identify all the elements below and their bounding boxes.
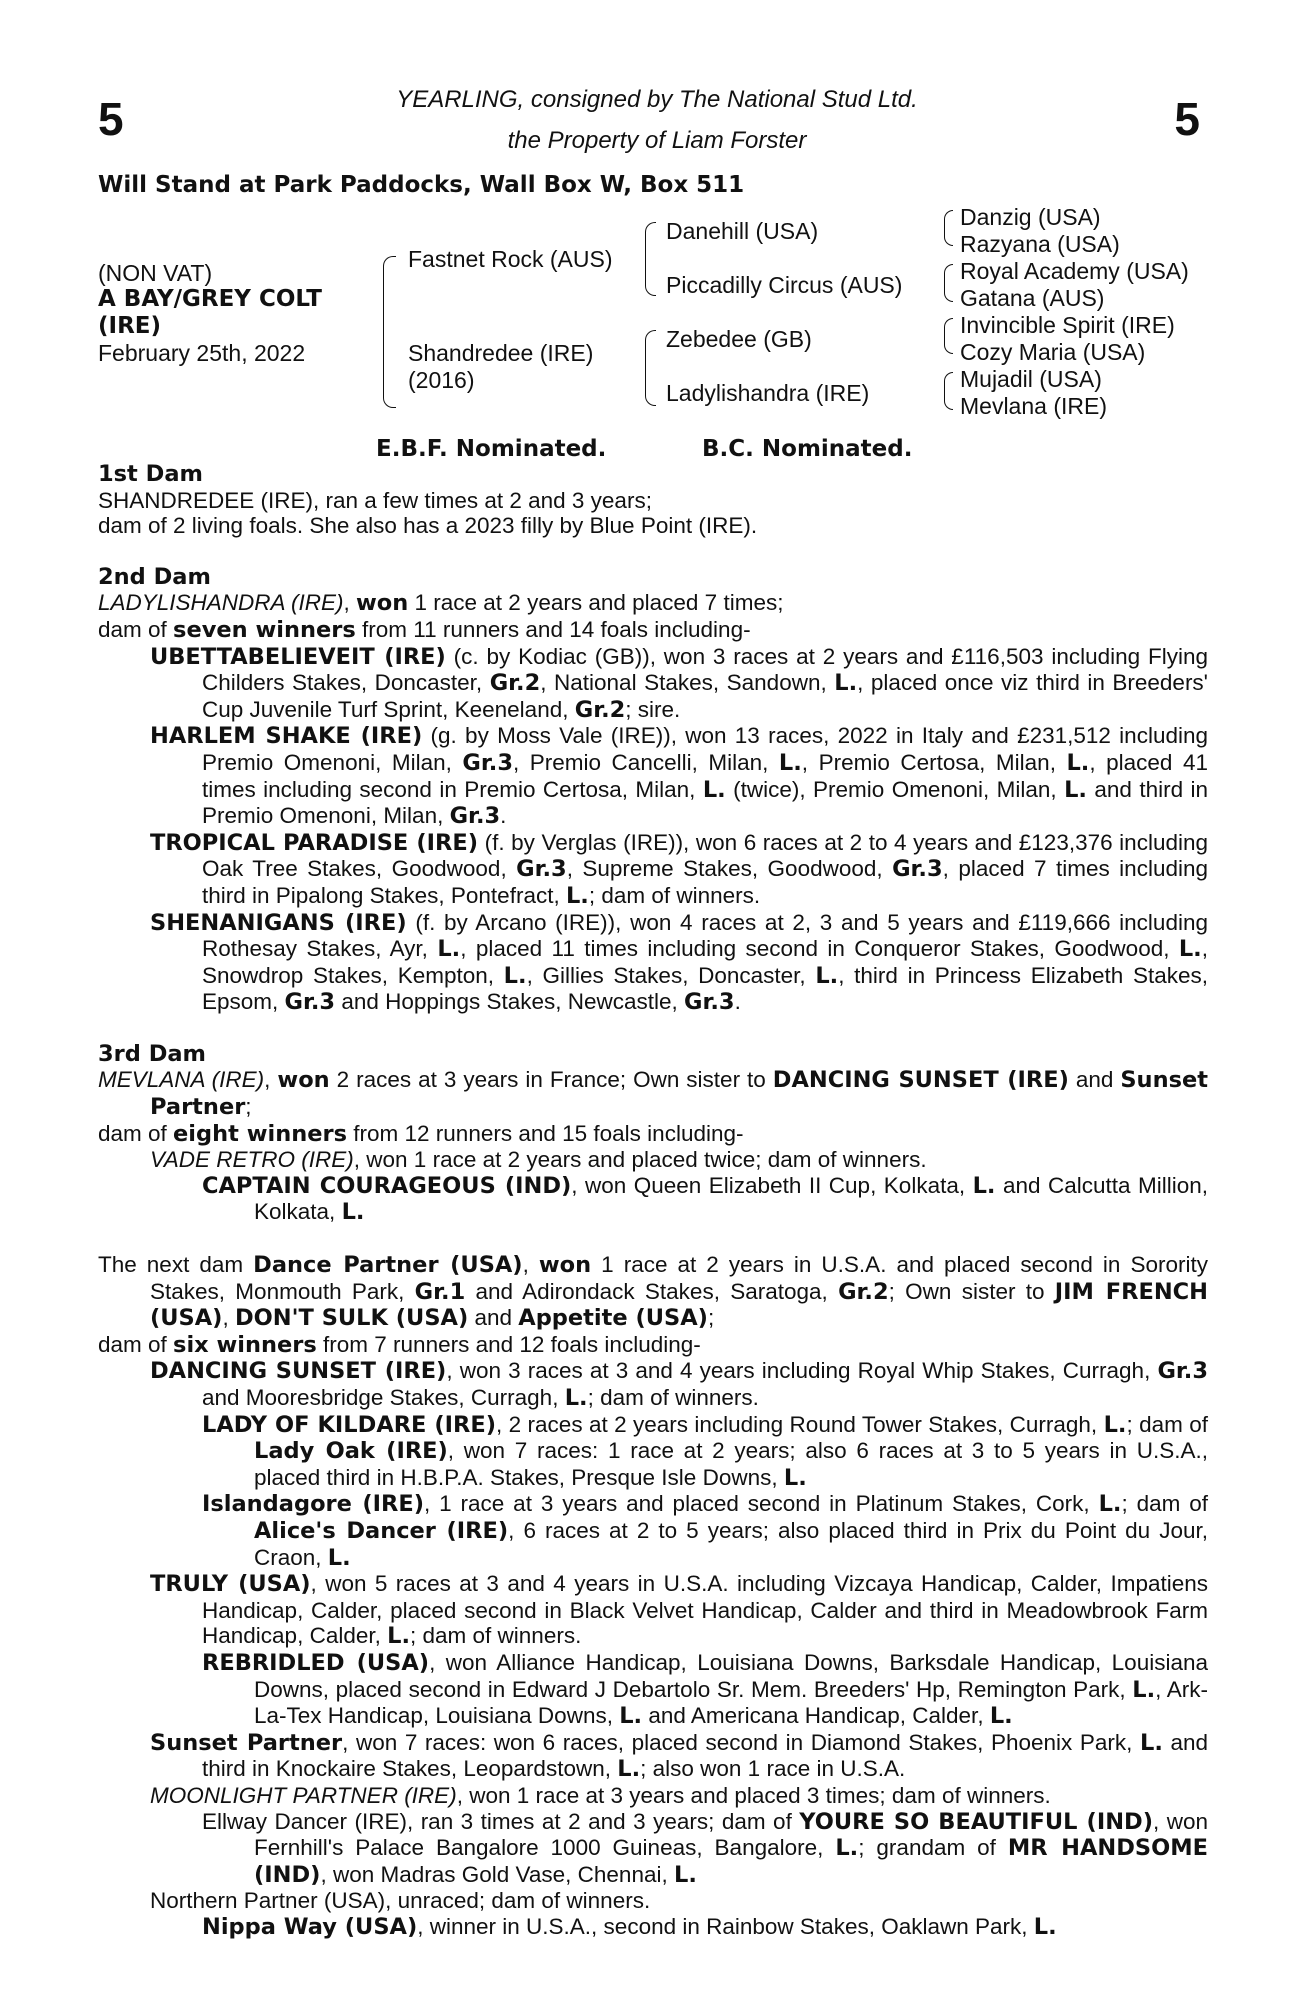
third-dam-produce: dam of eight winners from 12 runners and 15 foals including- bbox=[98, 1120, 744, 1147]
third-dam-intro: MEVLANA (IRE), won 2 races at 3 years in France; Own sister to DANCING SUNSET (IRE) and Sunset Partner; bbox=[98, 1067, 1208, 1121]
horse-description: A BAY/GREY COLT bbox=[98, 286, 322, 312]
horse-origin: (IRE) bbox=[98, 313, 162, 339]
produce-entry: LADY OF KILDARE (IRE), 2 races at 2 years including Round Tower Stakes, Curragh, L.; dam of Lady Oak (IRE), won 7 races: 1 race at 2 years; also 6 races at 3 to 5 years in U.S.A., placed third in H.B.P.A. Stakes, Presque Isle Downs, L. bbox=[202, 1411, 1208, 1491]
second-dam-intro: LADYLISHANDRA (IRE), won 1 race at 2 years and placed 7 times; bbox=[98, 590, 784, 617]
ds-dam: Cozy Maria (USA) bbox=[960, 339, 1146, 365]
produce-entry: Ellway Dancer (IRE), ran 3 times at 2 and 3 years; dam of YOURE SO BEAUTIFUL (IND), won Fernhill's Palace Bangalore 1000 Guineas, Bangalore, L.; grandam of MR HANDSOME (IND), won Madras Gold Vase, Chennai, L. bbox=[202, 1808, 1208, 1888]
next-dam-produce: dam of six winners from 7 runners and 12 foals including- bbox=[98, 1331, 701, 1358]
produce-entry: HARLEM SHAKE (IRE) (g. by Moss Vale (IRE)), won 13 races, 2022 in Italy and £231,512 including Premio Omenoni, Milan, Gr.3, Premio Cancelli, Milan, L., Premio Certosa, Milan, L., placed 41 times including second in Premio Certosa, Milan, L. (twice), Premio Omenoni, Milan, L. and third in Premio Omenoni, Milan, Gr.3. bbox=[150, 723, 1209, 830]
lot-number-left: 5 bbox=[98, 93, 124, 145]
produce-entry: SHENANIGANS (IRE) (f. by Arcano (IRE)), won 4 races at 2, 3 and 5 years and £119,666 including Rothesay Stakes, Ayr, L., placed 11 times including second in Conqueror Stakes, Goodwood, L., Snowdrop Stakes, Kempton, L., Gillies Stakes, Doncaster, L., third in Princess Elizabeth Stakes, Epsom, Gr.3 and Hoppings Stakes, Newcastle, Gr.3. bbox=[150, 909, 1208, 1016]
consignor-line: YEARLING, consigned by The National Stud Ltd. bbox=[396, 86, 918, 113]
ds-brace bbox=[944, 318, 953, 354]
sd-sire: Royal Academy (USA) bbox=[960, 258, 1189, 284]
produce-entry: CAPTAIN COURAGEOUS (IND), won Queen Elizabeth II Cup, Kolkata, L. and Calcutta Million, Kolkata, L. bbox=[202, 1172, 1208, 1226]
ss-brace bbox=[944, 210, 953, 246]
produce-entry: MOONLIGHT PARTNER (IRE), won 1 race at 3 years and placed 3 times; dam of winners. bbox=[150, 1782, 1051, 1808]
ds-sire: Invincible Spirit (IRE) bbox=[960, 312, 1175, 338]
ebf-nomination: E.B.F. Nominated. bbox=[376, 436, 607, 462]
foaling-date: February 25th, 2022 bbox=[98, 340, 306, 366]
first-dam-heading: 1st Dam bbox=[98, 461, 203, 487]
produce-entry: DANCING SUNSET (IRE), won 3 races at 3 and 4 years including Royal Whip Stakes, Curragh, Gr.3 and Mooresbridge Stakes, Curragh, L.; dam of winners. bbox=[150, 1358, 1208, 1411]
ss-sire: Danzig (USA) bbox=[960, 204, 1101, 230]
sd-dam: Gatana (AUS) bbox=[960, 285, 1105, 311]
first-dam-line1: SHANDREDEE (IRE), ran a few times at 2 and 3 years; bbox=[98, 487, 652, 513]
produce-entry: Northern Partner (USA), unraced; dam of winners. bbox=[150, 1888, 651, 1914]
vat-status: (NON VAT) bbox=[98, 260, 213, 286]
third-dam-heading: 3rd Dam bbox=[98, 1040, 206, 1067]
dd-sire: Mujadil (USA) bbox=[960, 366, 1102, 392]
dd-dam: Mevlana (IRE) bbox=[960, 393, 1107, 419]
pedigree-notes bbox=[98, 462, 1208, 1940]
sire: Fastnet Rock (AUS) bbox=[408, 246, 613, 272]
ss-dam: Razyana (USA) bbox=[960, 231, 1120, 257]
produce-entry: Sunset Partner, won 7 races: won 6 races, placed second in Diamond Stakes, Phoenix Park, L. and third in Knockaire Stakes, Leopardstown, L.; also won 1 race in U.S.A. bbox=[150, 1729, 1209, 1783]
first-dam-line2: dam of 2 living foals. She also has a 2023 filly by Blue Point (IRE). bbox=[98, 513, 758, 539]
dam-brace bbox=[645, 330, 656, 406]
produce-entry: Nippa Way (USA), winner in U.S.A., second in Rainbow Stakes, Oaklawn Park, L. bbox=[202, 1913, 1057, 1940]
second-dam-produce: dam of seven winners from 11 runners and 14 foals including- bbox=[98, 616, 751, 643]
produce-entry: UBETTABELIEVEIT (IRE) (c. by Kodiac (GB)), won 3 races at 2 years and £116,503 including Flying Childers Stakes, Doncaster, Gr.2, National Stakes, Sandown, L., placed once viz third in Breeders' Cup Juvenile Turf Sprint, Keeneland, Gr.2; sire. bbox=[150, 643, 1208, 723]
sire-dam: Piccadilly Circus (AUS) bbox=[666, 272, 903, 298]
pedigree-brace bbox=[383, 256, 396, 408]
produce-entry: TROPICAL PARADISE (IRE) (f. by Verglas (IRE)), won 6 races at 2 to 4 years and £123,376 including Oak Tree Stakes, Goodwood, Gr.3, Supreme Stakes, Goodwood, Gr.3, placed 7 times including third in Pipalong Stakes, Pontefract, L.; dam of winners. bbox=[150, 829, 1208, 909]
dam-sire: Zebedee (GB) bbox=[666, 326, 812, 352]
sire-sire: Danehill (USA) bbox=[666, 218, 819, 244]
next-dam-intro: The next dam Dance Partner (USA), won 1 race at 2 years in U.S.A. and placed second in Sorority Stakes, Monmouth Park, Gr.1 and Adirondack Stakes, Saratoga, Gr.2; Own sister to JIM FRENCH (USA), DON'T SULK (USA) and Appetite (USA); bbox=[98, 1252, 1208, 1332]
sd-brace bbox=[944, 264, 953, 302]
second-dam-heading: 2nd Dam bbox=[98, 563, 211, 590]
produce-entry: REBRIDLED (USA), won Alliance Handicap, Louisiana Downs, Barksdale Handicap, Louisiana Downs, placed second in Edward J Debartolo Sr. Mem. Breeders' Hp, Remington Park, L., Ark-La-Tex Handicap, Louisiana Downs, L. and Americana Handicap, Calder, L. bbox=[202, 1649, 1208, 1730]
property-line: the Property of Liam Forster bbox=[507, 127, 807, 154]
dam-year: (2016) bbox=[408, 367, 475, 393]
produce-entry: TRULY (USA), won 5 races at 3 and 4 years in U.S.A. including Vizcaya Handicap, Calder, Impatiens Handicap, Calder, placed second in Black Velvet Handicap, Calder and third in Meadowbrook Farm Handicap, Calder, L.; dam of winners. bbox=[150, 1571, 1209, 1650]
bc-nomination: B.C. Nominated. bbox=[702, 436, 913, 462]
dam-dam: Ladylishandra (IRE) bbox=[666, 380, 870, 406]
dd-brace bbox=[944, 372, 953, 410]
stand-location: Will Stand at Park Paddocks, Wall Box W, Box 511 bbox=[98, 172, 745, 198]
lot-number-right: 5 bbox=[1174, 93, 1200, 145]
produce-entry: Islandagore (IRE), 1 race at 3 years and placed second in Platinum Stakes, Cork, L.; dam of Alice's Dancer (IRE), 6 races at 2 to 5 years; also placed third in Prix du Point du Jour, Craon, L. bbox=[202, 1491, 1209, 1571]
dam: Shandredee (IRE) bbox=[408, 340, 594, 366]
sire-brace bbox=[645, 222, 656, 296]
produce-entry: VADE RETRO (IRE), won 1 race at 2 years and placed twice; dam of winners. bbox=[150, 1147, 927, 1173]
